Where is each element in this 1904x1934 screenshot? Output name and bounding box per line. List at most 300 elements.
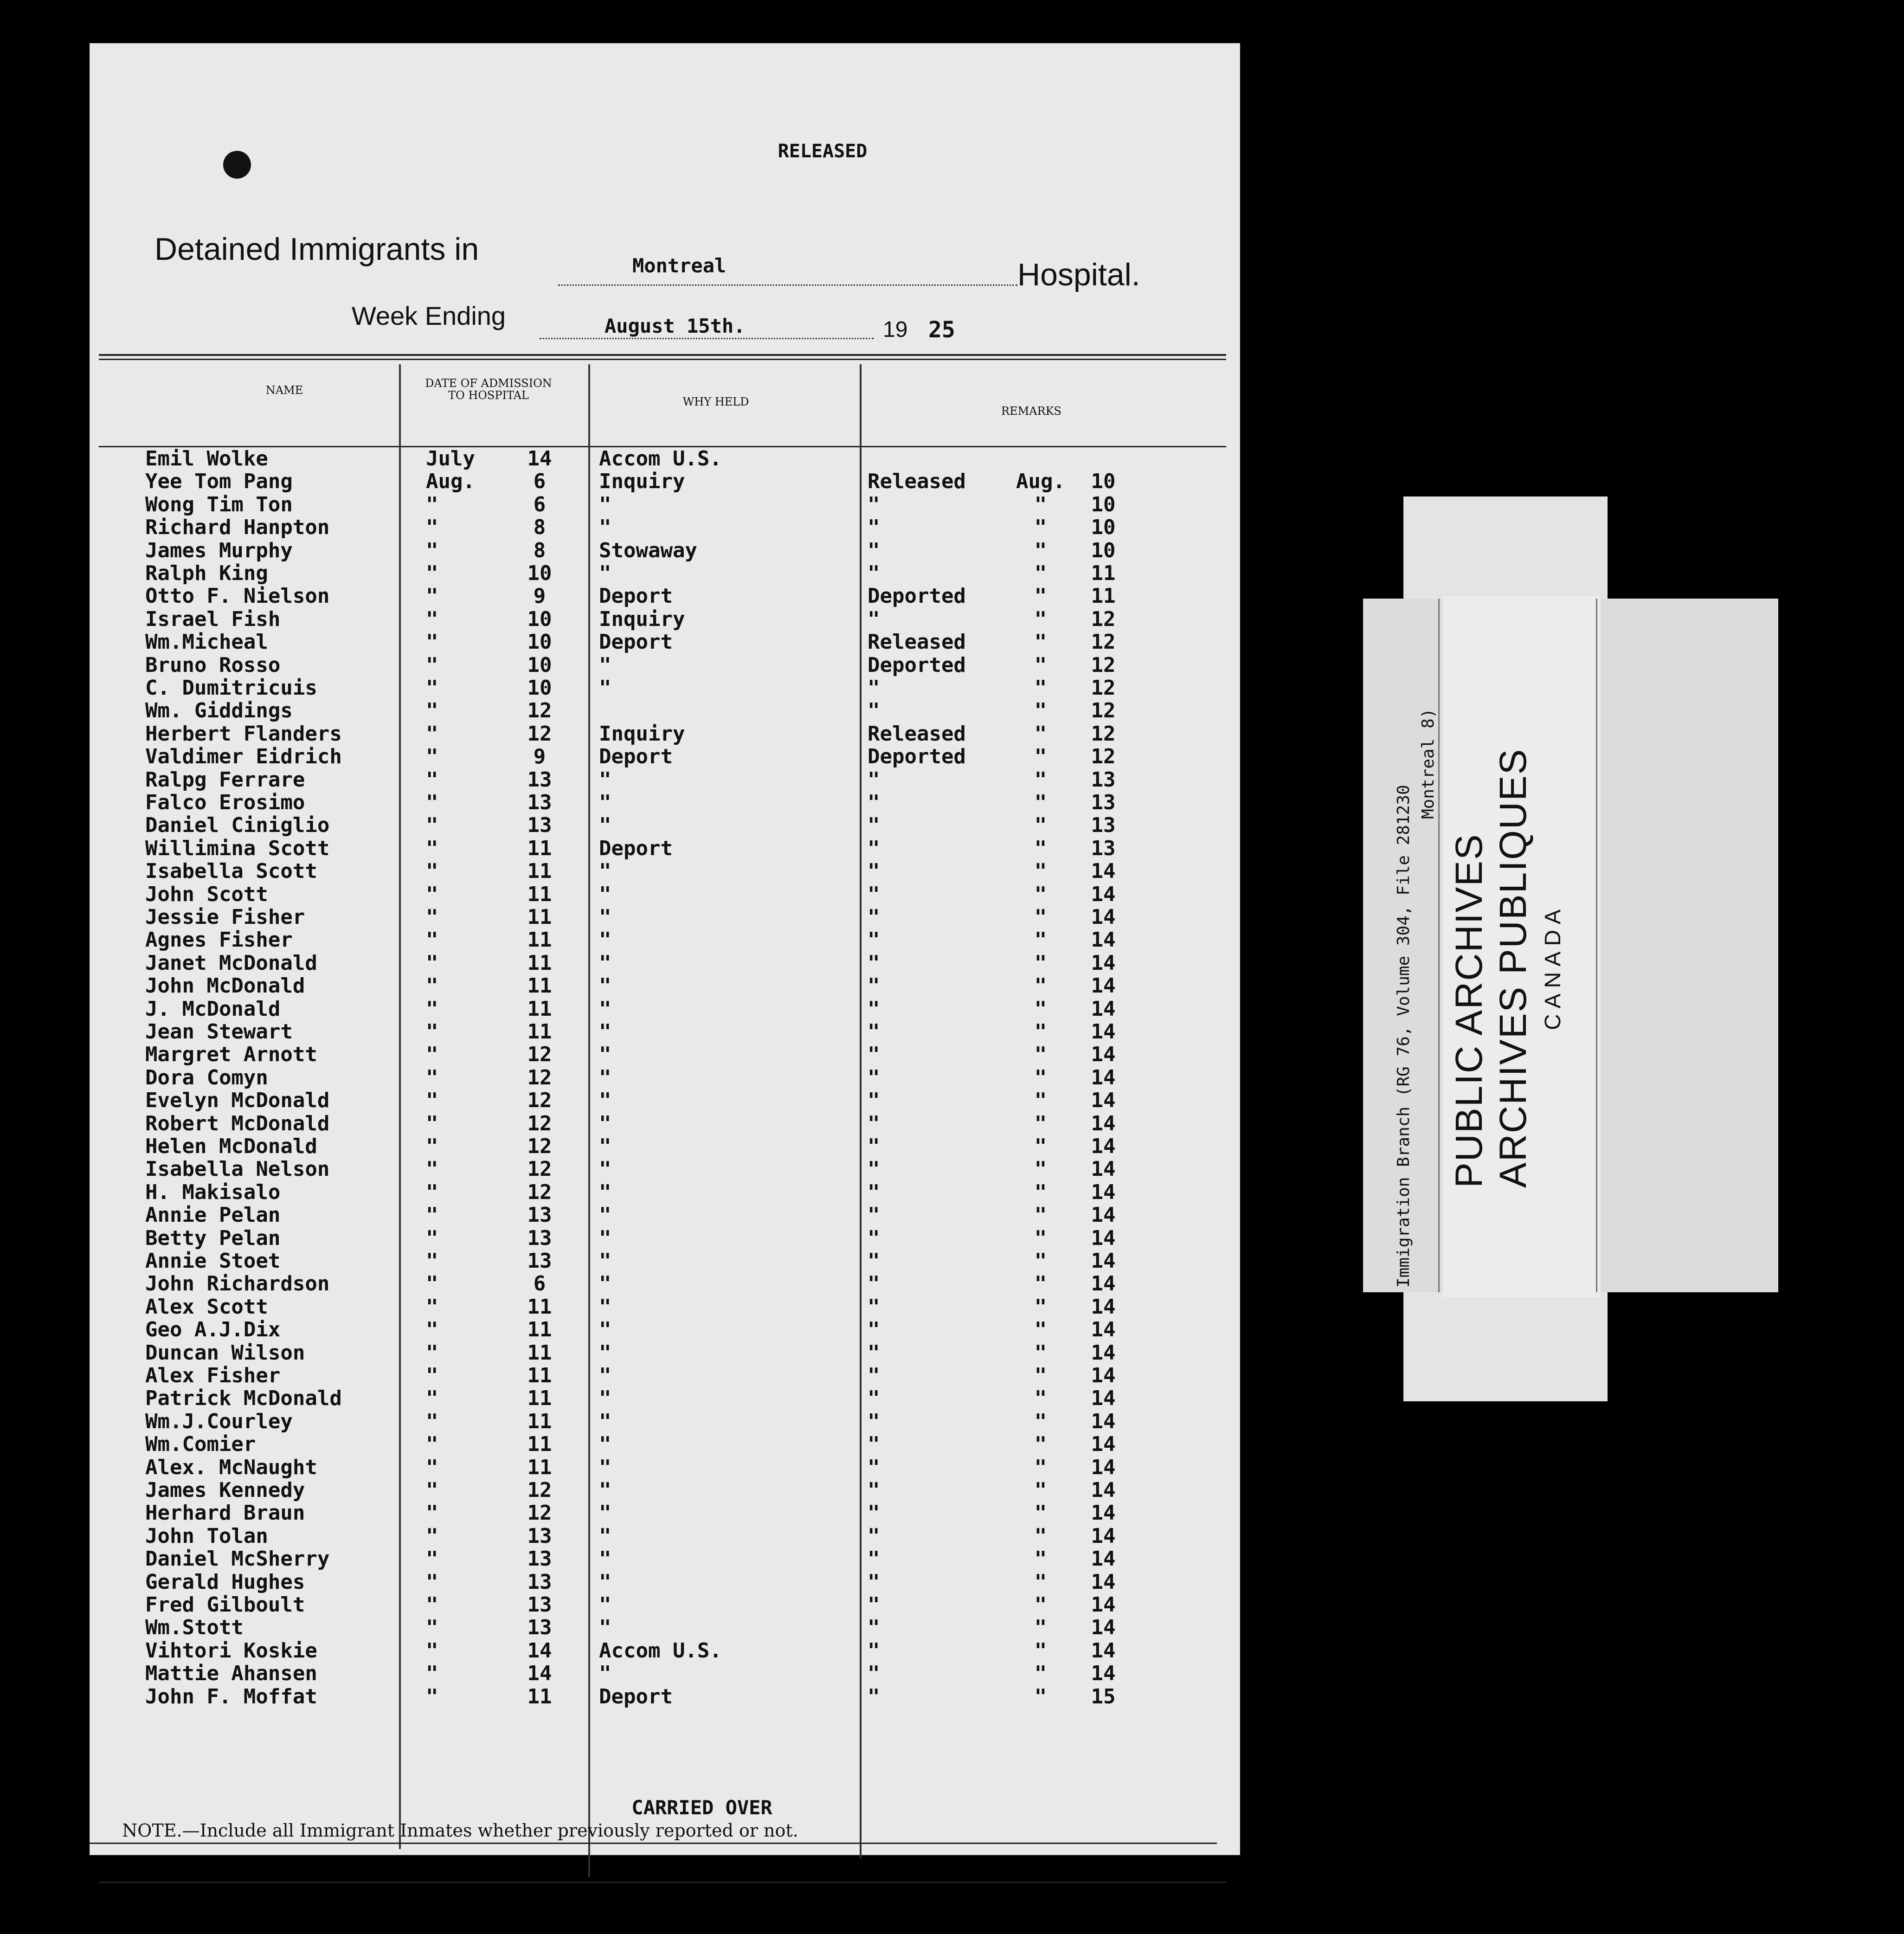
table-row [90, 1318, 1240, 1341]
remark-day: 14 [1091, 1409, 1116, 1433]
remark-status: " [868, 1065, 880, 1089]
remark-month: " [1034, 859, 1047, 883]
table-row [90, 813, 1240, 837]
remark-status: " [868, 538, 880, 562]
why-held: Accom U.S. [599, 1638, 722, 1663]
table-row [90, 791, 1240, 814]
remark-status: " [868, 1249, 880, 1273]
remark-day: 14 [1091, 1364, 1116, 1387]
remark-status: " [868, 676, 880, 700]
why-held: " [599, 516, 611, 540]
admission-month: " [426, 1524, 438, 1548]
remark-status: " [868, 859, 880, 883]
remark-month: " [1034, 492, 1047, 516]
why-held: " [599, 813, 611, 838]
admission-day: 10 [527, 676, 552, 700]
detainee-name: Yee Tom Pang [145, 470, 293, 494]
why-held: " [599, 676, 611, 700]
table-row [90, 1364, 1240, 1387]
detainee-name: C. Dumitricuis [145, 676, 317, 700]
remark-day: 14 [1091, 1570, 1116, 1594]
table-row [90, 1501, 1240, 1524]
admission-month: " [426, 607, 438, 631]
admission-month: " [426, 1020, 438, 1044]
admission-month: " [426, 859, 438, 883]
remark-day: 14 [1091, 928, 1116, 952]
remark-day: 14 [1091, 1341, 1116, 1365]
admission-month: " [426, 1386, 438, 1411]
remark-status: " [868, 1020, 880, 1044]
detainee-name: Daniel McSherry [145, 1547, 330, 1571]
remark-status: " [868, 561, 880, 585]
admission-month: " [426, 882, 438, 906]
admission-day: 13 [527, 1203, 552, 1227]
detainee-name: Mattie Ahansen [145, 1662, 317, 1686]
remark-month: " [1034, 1043, 1047, 1067]
detainee-name: Wm. Giddings [145, 699, 293, 723]
carried-over-text: CARRIED OVER [631, 1796, 772, 1819]
remark-day: 14 [1091, 1065, 1116, 1089]
detainee-name: Wong Tim Ton [145, 492, 293, 516]
remark-month: " [1034, 1409, 1047, 1433]
remark-month: " [1034, 905, 1047, 929]
table-row [90, 1616, 1240, 1639]
why-held: " [599, 905, 611, 929]
detainee-name: Isabella Scott [145, 859, 317, 883]
table-row [90, 699, 1240, 722]
admission-day: 11 [527, 1409, 552, 1433]
table-row [90, 997, 1240, 1020]
table-row [90, 1249, 1240, 1272]
table-row [90, 470, 1240, 493]
why-held: " [599, 1570, 611, 1594]
remark-status: " [868, 1203, 880, 1227]
detainee-name: J. McDonald [145, 997, 281, 1021]
admission-month: " [426, 653, 438, 677]
remark-day: 12 [1091, 722, 1116, 746]
week-ending-value: August 15th. [605, 315, 746, 337]
table-row [90, 653, 1240, 677]
remark-month: " [1034, 1089, 1047, 1113]
remark-status: " [868, 1524, 880, 1548]
remark-status: " [868, 791, 880, 814]
admission-day: 11 [527, 1684, 552, 1708]
remark-status: " [868, 1180, 880, 1204]
admission-month: " [426, 492, 438, 516]
remark-month: " [1034, 1135, 1047, 1158]
detainee-name: Annie Stoet [145, 1249, 281, 1273]
remark-month: " [1034, 1020, 1047, 1044]
admission-day: 9 [533, 584, 546, 608]
why-held: " [599, 1249, 611, 1273]
table-row [90, 607, 1240, 631]
remark-day: 13 [1091, 836, 1116, 860]
admission-day: 12 [527, 1478, 552, 1502]
remark-month: " [1034, 1570, 1047, 1594]
admission-month: " [426, 1501, 438, 1525]
detainee-name: Ralph King [145, 561, 268, 585]
remark-status: " [868, 974, 880, 998]
admission-day: 12 [527, 1135, 552, 1158]
remark-month: " [1034, 630, 1047, 654]
admission-day: 12 [527, 1501, 552, 1525]
remark-day: 10 [1091, 538, 1116, 562]
table-row [90, 837, 1240, 860]
admission-month: " [426, 1364, 438, 1387]
why-held: Deport [599, 836, 673, 860]
remark-status: " [868, 1547, 880, 1571]
remark-status: " [868, 1111, 880, 1135]
table-row [90, 1386, 1240, 1410]
remark-month: " [1034, 997, 1047, 1021]
remark-status: " [868, 1432, 880, 1457]
admission-month: " [426, 699, 438, 723]
table-row [90, 1478, 1240, 1502]
admission-day: 13 [527, 1570, 552, 1594]
table-row [90, 630, 1240, 653]
table-row [90, 1432, 1240, 1456]
table-row [90, 722, 1240, 745]
detainee-name: Alex Scott [145, 1295, 268, 1319]
remark-month: " [1034, 1432, 1047, 1457]
table-row [90, 1662, 1240, 1685]
admission-day: 14 [527, 447, 552, 471]
why-held: " [599, 1409, 611, 1433]
admission-month: " [426, 1226, 438, 1250]
why-held: " [599, 1386, 611, 1411]
admission-month: Aug. [426, 470, 475, 494]
remark-status: " [868, 1570, 880, 1594]
remark-status: Released [868, 630, 966, 654]
admission-month: " [426, 1432, 438, 1457]
table-row [90, 974, 1240, 997]
admission-day: 12 [527, 1180, 552, 1204]
why-held: " [599, 561, 611, 585]
remark-day: 14 [1091, 1501, 1116, 1525]
admission-day: 11 [527, 1386, 552, 1411]
remark-month: " [1034, 813, 1047, 838]
remark-month: Aug. [1016, 470, 1065, 494]
why-held: " [599, 1455, 611, 1479]
detainee-name: Falco Erosimo [145, 791, 305, 814]
admission-day: 12 [527, 722, 552, 746]
footer-rule [90, 1843, 1217, 1844]
column-header-why: WHY HELD [682, 395, 749, 408]
remark-day: 14 [1091, 1547, 1116, 1571]
table-row [90, 516, 1240, 539]
admission-day: 11 [527, 974, 552, 998]
admission-month: " [426, 813, 438, 838]
table-row [90, 859, 1240, 883]
remark-month: " [1034, 1295, 1047, 1319]
remark-status: " [868, 1135, 880, 1158]
remark-status: " [868, 1684, 880, 1708]
detainee-name: Jessie Fisher [145, 905, 305, 929]
remark-day: 10 [1091, 516, 1116, 540]
remark-month: " [1034, 1111, 1047, 1135]
table-row [90, 1066, 1240, 1089]
detainee-name: Herhard Braun [145, 1501, 305, 1525]
remark-month: " [1034, 1065, 1047, 1089]
table-row [90, 1341, 1240, 1364]
remark-status: " [868, 813, 880, 838]
why-held: " [599, 1226, 611, 1250]
remark-day: 13 [1091, 791, 1116, 814]
admission-day: 6 [533, 470, 546, 494]
admission-month: " [426, 1111, 438, 1135]
remark-status: " [868, 1662, 880, 1686]
admission-month: " [426, 1593, 438, 1617]
table-row [90, 745, 1240, 768]
remark-status: " [868, 1593, 880, 1617]
table-row [90, 883, 1240, 906]
admission-day: 14 [527, 1662, 552, 1686]
table-row [90, 905, 1240, 928]
remark-day: 14 [1091, 1455, 1116, 1479]
table-row [90, 1135, 1240, 1158]
detainee-name: John F. Moffat [145, 1684, 317, 1708]
remark-day: 12 [1091, 630, 1116, 654]
detainee-name: John Richardson [145, 1272, 330, 1296]
header-rule-top [99, 354, 1226, 356]
detainee-name: Janet McDonald [145, 951, 317, 975]
why-held: Deport [599, 745, 673, 769]
detainee-name: Wm.Micheal [145, 630, 268, 654]
remark-status: " [868, 699, 880, 723]
remark-day: 14 [1091, 1593, 1116, 1617]
column-header-date: DATE OF ADMISSION TO HOSPITAL [425, 377, 552, 402]
table-row [90, 1043, 1240, 1066]
admission-day: 10 [527, 607, 552, 631]
remark-status: " [868, 1272, 880, 1296]
admission-month: " [426, 1570, 438, 1594]
table-row [90, 928, 1240, 951]
admission-month: " [426, 1135, 438, 1158]
why-held: " [599, 767, 611, 792]
remark-month: " [1034, 791, 1047, 814]
admission-month: " [426, 1638, 438, 1663]
table-row [90, 1685, 1240, 1708]
why-held: " [599, 882, 611, 906]
table-row [90, 1570, 1240, 1593]
remark-status: " [868, 1089, 880, 1113]
remark-month: " [1034, 722, 1047, 746]
remark-day: 14 [1091, 859, 1116, 883]
remark-status: " [868, 607, 880, 631]
remark-day: 14 [1091, 1524, 1116, 1548]
remark-status: " [868, 882, 880, 906]
admission-month: " [426, 561, 438, 585]
why-held: " [599, 492, 611, 516]
archive-country: CANADA [1541, 903, 1565, 1030]
why-held: " [599, 1524, 611, 1548]
admission-month: " [426, 905, 438, 929]
admission-day: 14 [527, 1638, 552, 1663]
remark-month: " [1034, 1501, 1047, 1525]
admission-month: " [426, 1065, 438, 1089]
admission-day: 13 [527, 767, 552, 792]
table-row [90, 1226, 1240, 1250]
admission-month: " [426, 974, 438, 998]
table-row [90, 951, 1240, 974]
detainee-name: Emil Wolke [145, 447, 268, 471]
note-rule [99, 1882, 1226, 1883]
why-held: Stowaway [599, 538, 697, 562]
why-held: Deport [599, 1684, 673, 1708]
admission-day: 12 [527, 1065, 552, 1089]
admission-month: July [426, 447, 475, 471]
remark-status: " [868, 928, 880, 952]
admission-day: 11 [527, 997, 552, 1021]
admission-month: " [426, 1478, 438, 1502]
detainee-name: Ralpg Ferrare [145, 767, 305, 792]
remark-day: 14 [1091, 1157, 1116, 1181]
table-row [90, 676, 1240, 699]
remark-day: 14 [1091, 1478, 1116, 1502]
admission-day: 9 [533, 745, 546, 769]
detainee-name: Annie Pelan [145, 1203, 281, 1227]
admission-day: 12 [527, 1043, 552, 1067]
remark-day: 11 [1091, 561, 1116, 585]
remark-status: " [868, 997, 880, 1021]
admission-day: 11 [527, 1455, 552, 1479]
table-row [90, 1547, 1240, 1570]
why-held: " [599, 1616, 611, 1640]
detainee-name: Evelyn McDonald [145, 1089, 330, 1113]
year-prefix: 19 [883, 317, 908, 342]
remark-month: " [1034, 1593, 1047, 1617]
why-held: " [599, 928, 611, 952]
admission-month: " [426, 1318, 438, 1342]
week-fill-line [540, 338, 874, 339]
admission-month: " [426, 722, 438, 746]
why-held: " [599, 1547, 611, 1571]
admission-day: 10 [527, 561, 552, 585]
detainee-name: Robert McDonald [145, 1111, 330, 1135]
table-row [90, 1593, 1240, 1616]
admission-month: " [426, 1089, 438, 1113]
admission-day: 10 [527, 653, 552, 677]
why-held: " [599, 1295, 611, 1319]
detainee-name: Daniel Ciniglio [145, 813, 330, 838]
why-held: " [599, 1662, 611, 1686]
admission-day: 11 [527, 928, 552, 952]
why-held: " [599, 1478, 611, 1502]
remark-day: 12 [1091, 699, 1116, 723]
detainee-name: Duncan Wilson [145, 1341, 305, 1365]
remark-month: " [1034, 1684, 1047, 1708]
remark-month: " [1034, 561, 1047, 585]
remark-day: 14 [1091, 1616, 1116, 1640]
admission-month: " [426, 516, 438, 540]
detainee-name: Agnes Fisher [145, 928, 293, 952]
remark-month: " [1034, 1272, 1047, 1296]
table-row [90, 1112, 1240, 1135]
admission-month: " [426, 928, 438, 952]
remark-day: 14 [1091, 1272, 1116, 1296]
remark-day: 14 [1091, 1638, 1116, 1663]
admission-day: 11 [527, 882, 552, 906]
admission-day: 11 [527, 836, 552, 860]
admission-month: " [426, 676, 438, 700]
detainee-name: Wm.Stott [145, 1616, 244, 1640]
archive-name-french: ARCHIVES PUBLIQUES [1492, 748, 1534, 1188]
table-row [90, 1456, 1240, 1479]
remark-day: 15 [1091, 1684, 1116, 1708]
archive-name-english: PUBLIC ARCHIVES [1448, 833, 1490, 1188]
city-value: Montreal [632, 254, 727, 277]
remark-status: " [868, 516, 880, 540]
remark-day: 14 [1091, 1432, 1116, 1457]
remark-month: " [1034, 1455, 1047, 1479]
admission-month: " [426, 1272, 438, 1296]
remark-status: " [868, 1409, 880, 1433]
remark-day: 14 [1091, 1318, 1116, 1342]
why-held: " [599, 1341, 611, 1365]
detainee-name: Bruno Rosso [145, 653, 281, 677]
table-row [90, 1410, 1240, 1433]
admission-month: " [426, 1180, 438, 1204]
detainee-name: Betty Pelan [145, 1226, 281, 1250]
admission-day: 13 [527, 1249, 552, 1273]
detainee-name: H. Makisalo [145, 1180, 281, 1204]
remark-month: " [1034, 745, 1047, 769]
remark-month: " [1034, 1478, 1047, 1502]
remark-day: 14 [1091, 1135, 1116, 1158]
archive-reference-line1: Immigration Branch (RG 76, Volume 304, File 281230 [1394, 785, 1413, 1288]
table-row [90, 1157, 1240, 1180]
table-row [90, 539, 1240, 562]
admission-day: 8 [533, 516, 546, 540]
remark-month: " [1034, 1638, 1047, 1663]
admission-day: 13 [527, 1616, 552, 1640]
table-row [90, 1524, 1240, 1547]
detainee-name: Gerald Hughes [145, 1570, 305, 1594]
admission-day: 11 [527, 1432, 552, 1457]
detainee-name: Richard Hanpton [145, 516, 330, 540]
detainee-name: Patrick McDonald [145, 1386, 342, 1411]
detainee-name: Otto F. Nielson [145, 584, 330, 608]
week-ending-label: Week Ending [352, 301, 506, 330]
header-rule-top-2 [99, 359, 1226, 360]
why-held: " [599, 1043, 611, 1067]
why-held: Deport [599, 584, 673, 608]
remark-month: " [1034, 653, 1047, 677]
remark-day: 12 [1091, 745, 1116, 769]
admission-day: 13 [527, 813, 552, 838]
remark-day: 12 [1091, 676, 1116, 700]
admission-month: " [426, 836, 438, 860]
remark-status: " [868, 1501, 880, 1525]
remark-day: 14 [1091, 1180, 1116, 1204]
remark-month: " [1034, 1226, 1047, 1250]
admission-month: " [426, 1455, 438, 1479]
document-sheet [90, 43, 1240, 1855]
why-held: " [599, 1318, 611, 1342]
admission-month: " [426, 1616, 438, 1640]
admission-day: 12 [527, 699, 552, 723]
detainee-name: Jean Stewart [145, 1020, 293, 1044]
remark-status: Deported [868, 584, 966, 608]
remark-status: " [868, 836, 880, 860]
remark-month: " [1034, 607, 1047, 631]
remark-day: 14 [1091, 1203, 1116, 1227]
remark-status: Deported [868, 745, 966, 769]
remark-day: 14 [1091, 951, 1116, 975]
remark-status: " [868, 905, 880, 929]
detainee-name: Alex. McNaught [145, 1455, 317, 1479]
remark-status: " [868, 1638, 880, 1663]
